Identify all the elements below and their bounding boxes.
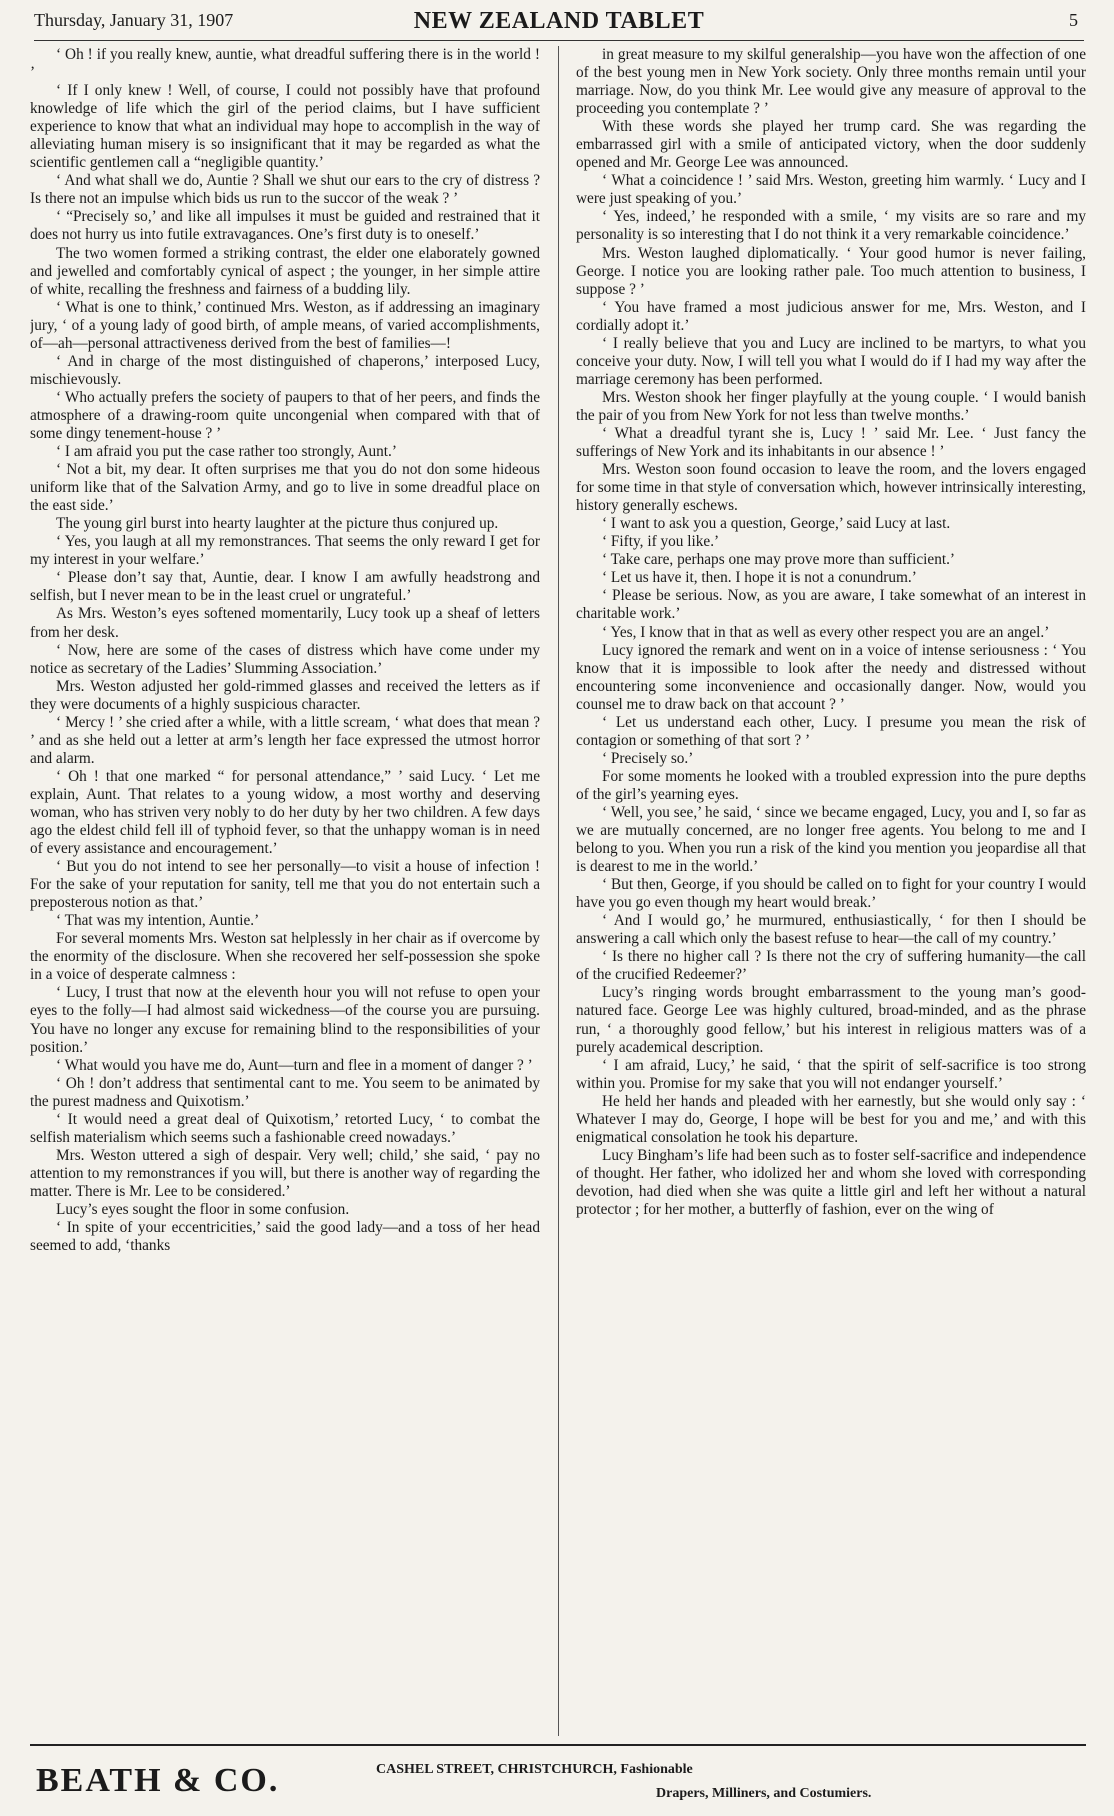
paragraph: ‘ That was my intention, Auntie.’ xyxy=(56,912,260,930)
paragraph: Mrs. Weston shook her finger playfully at the young couple. ‘ I would banish the pair of you from New York for not less than twelve months.’ xyxy=(576,388,1086,424)
paragraph: Lucy’s eyes sought the floor in some confusion. xyxy=(56,1201,350,1218)
paragraph: ‘ Oh ! if you really knew, auntie, what dreadful suffering there is in the world ! ’ xyxy=(30,46,540,82)
paragraph: ‘ Lucy, I trust that now at the eleventh hour you will not refuse to open your eyes to the folly—I had almost said wickedness—of the course you are pursuing. You have no longer any excuse for remaining blind to the responsibilities of your position.’ xyxy=(30,984,540,1056)
paragraph: ‘ Please be serious. Now, as you are aware, I take somewhat of an interest in charitable work.’ xyxy=(576,587,1086,623)
newspaper-title: NEW ZEALAND TABLET xyxy=(413,8,705,34)
paragraph: For several moments Mrs. Weston sat helplessly in her chair as if overcome by the enormity of the disclosure. When she recovered her self-possession she spoke in a voice of desperate calmness : xyxy=(30,930,540,984)
paragraph: ‘ Is there no higher call ? Is there not the cry of suffering humanity—the call of the crucified Redeemer?’ xyxy=(576,948,1086,984)
paragraph: ‘ I want to ask you a question, George,’ said Lucy at last. xyxy=(602,515,951,533)
paragraph: ‘ I am afraid you put the case rather too strongly, Aunt.’ xyxy=(56,443,397,461)
paragraph: ‘ But then, George, if you should be called on to fight for your country I would have you go even though my heart would break.’ xyxy=(576,876,1086,912)
paragraph: Lucy’s ringing words brought embarrassment to the young man’s good-natured face. George Lee was highly cultured, broad-minded, and as the phrase run, ‘ a thoroughly good fellow,’ but his interest in religious matters was of a purely academical description. xyxy=(576,984,1086,1056)
footer-divider xyxy=(30,1744,1086,1746)
paragraph: ‘ What is one to think,’ continued Mrs. Weston, as if addressing an imaginary jury, ‘ of a young lady of good birth, of ample means, of varied accomplishments, of—ah—personal attractiveness derived from the best of families—! xyxy=(30,298,540,352)
advertisement-line-1: CASHEL STREET, CHRISTCHURCH, Fashionable xyxy=(376,1762,693,1777)
paragraph: ‘ Let us understand each other, Lucy. I presume you mean the risk of contagion or something of that sort ? ’ xyxy=(576,713,1086,749)
paragraph: The two women formed a striking contrast, the elder one elaborately gowned and jewelled and comfortably cynical of aspect ; the younger, in her simple attire of white, recalling the freshness and fairness of a budding lily. xyxy=(30,244,540,298)
paragraph: ‘ Oh ! don’t address that sentimental cant to me. You seem to be animated by the purest madness and Quixotism.’ xyxy=(30,1074,540,1110)
article-body xyxy=(30,46,1086,1736)
paragraph: ‘ Precisely so.’ xyxy=(602,749,694,767)
advertisement-line-2: Drapers, Milliners, and Costumiers. xyxy=(656,1786,872,1801)
paragraph: ‘ Yes, you laugh at all my remonstrances. That seems the only reward I get for my interest in your welfare.’ xyxy=(30,533,540,569)
paragraph: Lucy Bingham’s life had been such as to foster self-sacrifice and independence of thought. Her father, who idolized her and whom she loved with corresponding devotion, had died when she was quite a little girl and left her without a natural protector ; for her mother, a butterfly of fashion, ever on the wing of xyxy=(576,1146,1086,1218)
paragraph: ‘ “Precisely so,’ and like all impulses it must be guided and restrained that it does not hurry us into futile extravagances. One’s first duty is to oneself.’ xyxy=(30,208,540,244)
paragraph: For some moments he looked with a troubled expression into the pure depths of the girl’s yearning eyes. xyxy=(576,767,1086,803)
paragraph: ‘ Yes, indeed,’ he responded with a smile, ‘ my visits are so rare and my personality is so interesting that I do not think it a very remarkable coincidence.’ xyxy=(576,208,1086,244)
paragraph: With these words she played her trump card. She was regarding the embarrassed girl with a smile of anticipated victory, when the door suddenly opened and Mr. George Lee was announced. xyxy=(576,118,1086,172)
paragraph: ‘ Now, here are some of the cases of distress which have come under my notice as secretary of the Ladies’ Slumming Association.’ xyxy=(30,641,540,677)
paragraph: Mrs. Weston adjusted her gold-rimmed glasses and received the letters as if they were documents of a highly suspicious character. xyxy=(30,677,540,713)
paragraph: ‘ If I only knew ! Well, of course, I could not possibly have that profound knowledge of life which the girl of the period claims, but I have sufficient experience to know that what an individual may hope to accomplish in the way of alleviating human misery is so insignificant that it may be regarded as what the scientific gentlemen call a “negligible quantity.’ xyxy=(30,82,540,172)
paragraph: ‘ And I would go,’ he murmured, enthusiastically, ‘ for then I should be answering a call which only the basest refuse to hear—the call of my country.’ xyxy=(576,912,1086,948)
left-column xyxy=(30,46,540,1736)
paragraph: Mrs. Weston soon found occasion to leave the room, and the lovers engaged for some time in that style of conversation which, however intrinsically interesting, history generally eschews. xyxy=(576,461,1086,515)
paragraph: ‘ Who actually prefers the society of paupers to that of her peers, and finds the atmosphere of a drawing-room quite uncongenial when compared with that of some dingy tenement-house ? ’ xyxy=(30,388,540,442)
paragraph: ‘ Well, you see,’ he said, ‘ since we became engaged, Lucy, you and I, so far as we are mutually concerned, are no longer free agents. You belong to me and I belong to you. When you run a risk of the kind you mention you jeopardise all that is dearest to me in the world.’ xyxy=(576,803,1086,876)
paragraph: ‘ I am afraid, Lucy,’ he said, ‘ that the spirit of self-sacrifice is too strong within you. Promise for my sake that you will not endanger yourself.’ xyxy=(576,1056,1086,1092)
paragraph: ‘ It would need a great deal of Quixotism,’ retorted Lucy, ‘ to combat the selfish materialism which seems such a fashionable creed nowadays.’ xyxy=(30,1110,540,1146)
paragraph: ‘ What a coincidence ! ’ said Mrs. Weston, greeting him warmly. ‘ Lucy and I were just speaking of you.’ xyxy=(576,172,1086,208)
advertiser-name: BEATH & CO. xyxy=(36,1762,280,1799)
paragraph: ‘ Mercy ! ’ she cried after a while, with a little scream, ‘ what does that mean ? ’ and as she held out a letter at arm’s length her face expressed the utmost horror and alarm. xyxy=(30,713,540,767)
paragraph: ‘ And what shall we do, Auntie ? Shall we shut our ears to the cry of distress ? Is there not an impulse which bids us run to the succor of the weak ? ’ xyxy=(30,172,540,208)
paragraph: Mrs. Weston laughed diplomatically. ‘ Your good humor is never failing, George. I notice you are looking rather pale. Too much attention to business, I suppose ? ’ xyxy=(576,244,1086,298)
paragraph: ‘ Please don’t say that, Auntie, dear. I know I am awfully headstrong and selfish, but I never mean to be in the least cruel or ungrateful.’ xyxy=(30,569,540,605)
paragraph: He held her hands and pleaded with her earnestly, but she would only say : ‘ Whatever I may do, George, I hope will be best for you and me,’ and with this enigmatical consolation he took his departure. xyxy=(576,1092,1086,1146)
paragraph: As Mrs. Weston’s eyes softened momentarily, Lucy took up a sheaf of letters from her desk. xyxy=(30,605,540,641)
paragraph: ‘ You have framed a most judicious answer for me, Mrs. Weston, and I cordially adopt it.’ xyxy=(576,298,1086,334)
paragraph: ‘ Oh ! that one marked “ for personal attendance,” ’ said Lucy. ‘ Let me explain, Aunt. That relates to a young widow, a most worthy and deserving woman, who has striven very nobly to do her duty by her two children. A few days ago the eldest child fell ill of typhoid fever, so that the unhappy woman is in need of every assistance and encouragement.’ xyxy=(30,767,540,858)
paragraph: ‘ Yes, I know that in that as well as every other respect you are an angel.’ xyxy=(602,623,1050,641)
paragraph: Mrs. Weston uttered a sigh of despair. Very well; child,’ she said, ‘ pay no attention to my remonstrances if you will, but there is another way of regarding the matter. There is Mr. Lee to be considered.’ xyxy=(30,1146,540,1200)
paragraph: ‘ What would you have me do, Aunt—turn and flee in a moment of danger ? ’ xyxy=(56,1056,533,1074)
paragraph: Lucy ignored the remark and went on in a voice of intense seriousness : ‘ You know that it is impossible to look after the needy and distressed without encountering some inconvenience and occasionally danger. Now, would you counsel me to draw back on that account ? ’ xyxy=(576,641,1086,713)
paragraph: ‘ Let us have it, then. I hope it is not a conundrum.’ xyxy=(602,569,917,587)
column-divider xyxy=(558,46,559,1736)
paragraph: in great measure to my skilful generalship—you have won the affection of one of the best young men in New York society. Only three months remain until your marriage. Now, do you think Mr. Lee would give any measure of approval to the proceeding you contemplate ? ’ xyxy=(576,46,1086,118)
right-column xyxy=(576,46,1086,1736)
paragraph: ‘ Take care, perhaps one may prove more than sufficient.’ xyxy=(602,551,956,569)
page-header xyxy=(34,8,1084,41)
issue-date: Thursday, January 31, 1907 xyxy=(34,10,234,30)
paragraph: ‘ I really believe that you and Lucy are inclined to be martyrs, to what you conceive your duty. Now, I will tell you what I would do if I had my way after the marriage ceremony has been performed. xyxy=(576,334,1086,388)
paragraph: ‘ Fifty, if you like.’ xyxy=(602,533,720,551)
page-number: 5 xyxy=(1069,10,1078,30)
paragraph: ‘ Not a bit, my dear. It often surprises me that you do not don some hideous uniform like that of the Salvation Army, and go to live in some dreadful place on the east side.’ xyxy=(30,461,540,515)
paragraph: The young girl burst into hearty laughter at the picture thus conjured up. xyxy=(56,515,499,533)
paragraph: ‘ And in charge of the most distinguished of chaperons,’ interposed Lucy, mischievously. xyxy=(30,352,540,388)
paragraph: ‘ What a dreadful tyrant she is, Lucy ! ’ said Mr. Lee. ‘ Just fancy the sufferings of New York and its inhabitants in our absence ! ’ xyxy=(576,424,1086,461)
paragraph: ‘ In spite of your eccentricities,’ said the good lady—and a toss of her head seemed to add, ‘thanks xyxy=(30,1219,540,1255)
paragraph: ‘ But you do not intend to see her personally—to visit a house of infection ! For the sake of your reputation for sanity, tell me that you do not entertain such a preposterous notion as that.’ xyxy=(30,858,540,912)
